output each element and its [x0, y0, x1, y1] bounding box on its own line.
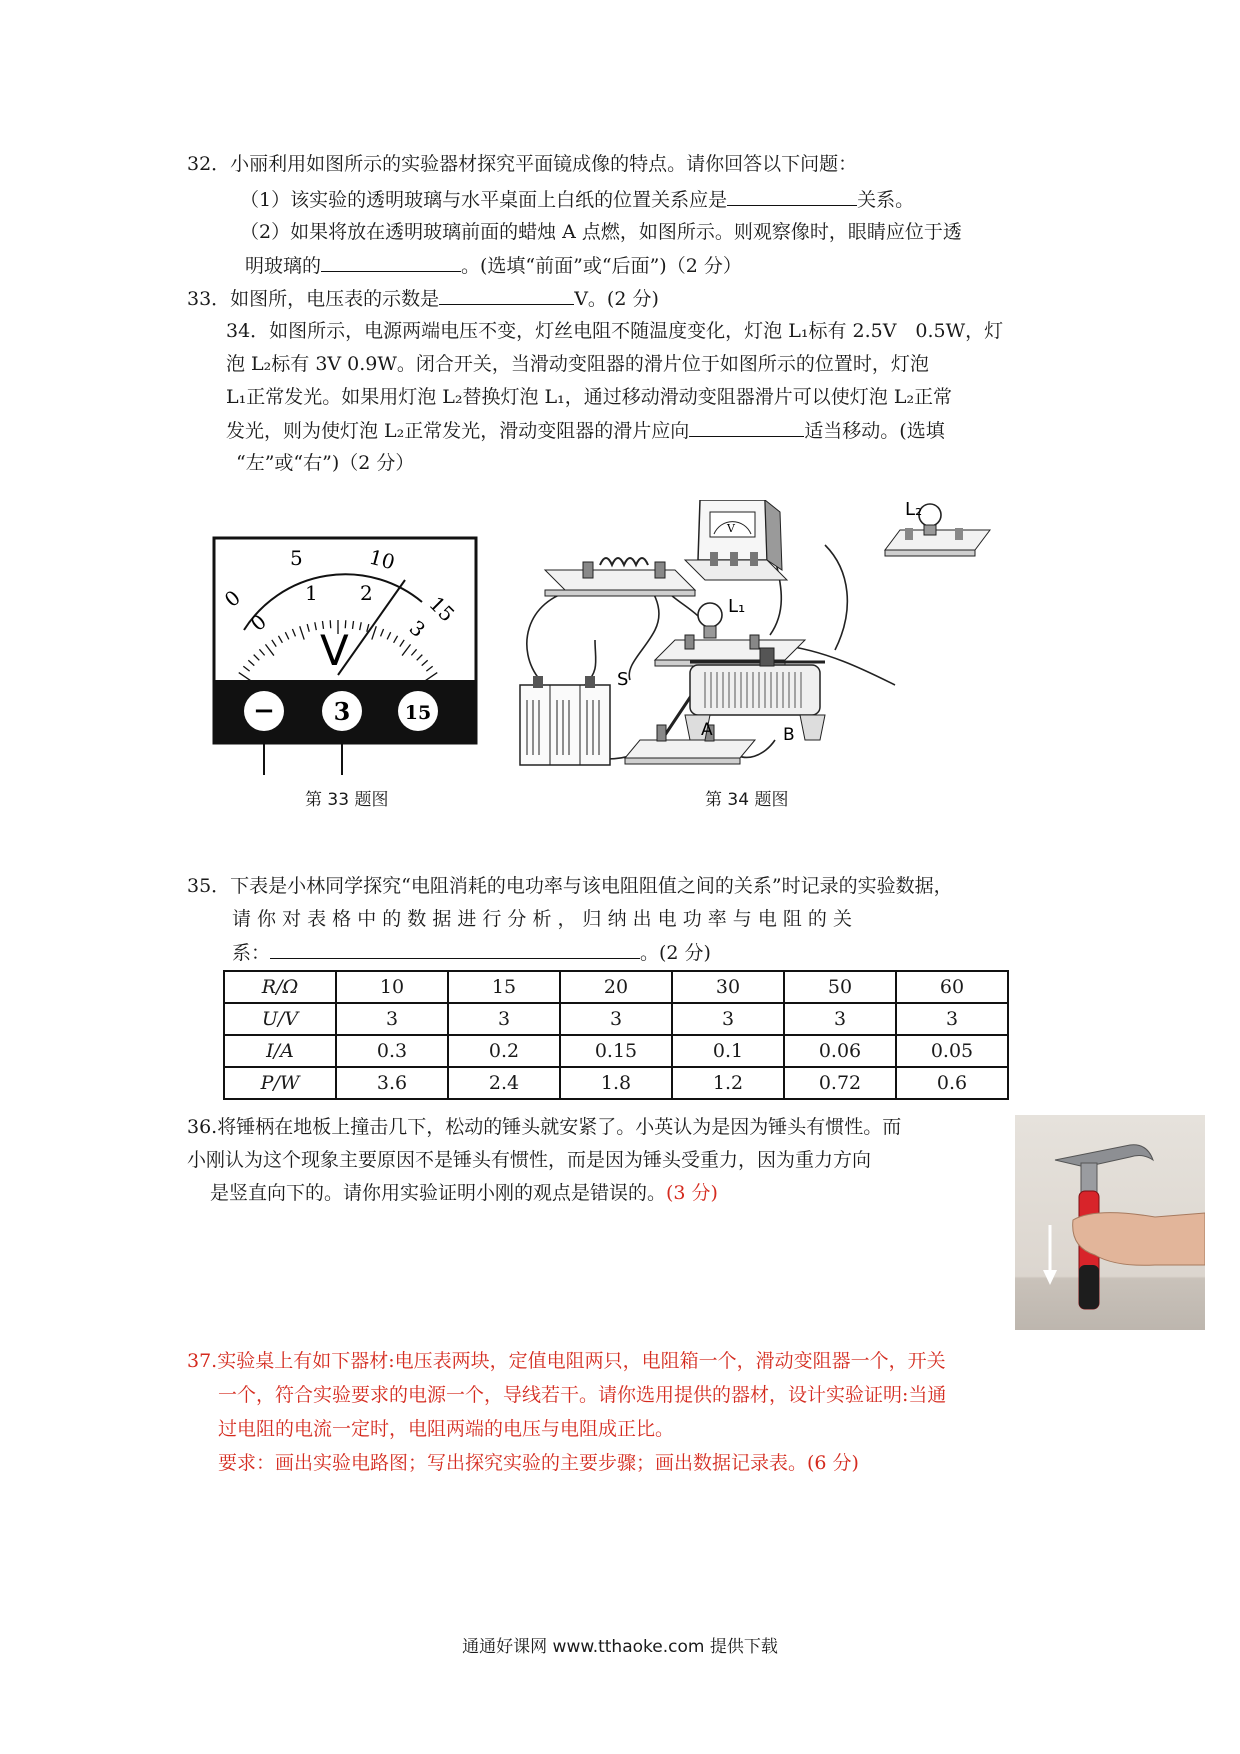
table-row — [224, 1067, 1008, 1099]
fig33-caption: 第 33 题图 — [305, 790, 389, 810]
table-cell: 0.6 — [896, 1067, 1008, 1099]
table-cell: 15 — [448, 971, 560, 1003]
battery — [520, 676, 610, 765]
q37-line-3: 过电阻的电流一定时，电阻两端的电压与电阻成正比。 — [218, 1418, 675, 1440]
rheostat-a-label: A — [701, 720, 713, 740]
bench-voltmeter-label: V — [727, 522, 735, 535]
q34-suffix: 适当移动。(选填 — [804, 420, 945, 442]
q36-line-2: 小刚认为这个现象主要原因不是锤头有惯性，而是因为锤头受重力，因为重力方向 — [187, 1149, 872, 1171]
table-cell: 60 — [896, 971, 1008, 1003]
table-cell: 0.1 — [672, 1035, 784, 1067]
table-cell: 50 — [784, 971, 896, 1003]
terminal-3-label: 3 — [333, 697, 351, 726]
page-footer: 通通好课网 www.tthaoke.com 提供下载 — [462, 1637, 778, 1657]
q32-answer-blank-2[interactable] — [321, 251, 461, 272]
q32-part1-text: （1）该实验的透明玻璃与水平桌面上白纸的位置关系应是 — [240, 189, 728, 211]
q34-line-4 — [226, 416, 945, 445]
q33-text: 33．如图所，电压表的示数是 — [187, 288, 440, 310]
hammer-photo — [1015, 1115, 1205, 1330]
q34-line-2: 泡 L₂标有 3V 0.9W。闭合开关，当滑动变阻器的滑片位于如图所示的位置时，灯泡 — [226, 353, 929, 375]
switch-label: S — [617, 669, 629, 690]
table-cell: 1.8 — [560, 1067, 672, 1099]
unit-label: V — [320, 626, 349, 675]
table-cell: P/W — [224, 1067, 336, 1099]
q34-line-5: “左”或“右”)（2 分） — [236, 452, 415, 474]
table-cell: 3 — [672, 1003, 784, 1035]
table-cell: 0.05 — [896, 1035, 1008, 1067]
q34-line-3: L₁正常发光。如果用灯泡 L₂替换灯泡 L₁，通过移动滑动变阻器滑片可以使灯泡 L₂正常 — [226, 386, 953, 408]
lamp-l1-label: L₁ — [728, 596, 746, 617]
scale-bottom-0: 0 — [245, 609, 271, 636]
terminal-negative-label: − — [253, 696, 275, 726]
bench-voltmeter — [685, 500, 787, 580]
scale-top-15: 15 — [424, 591, 460, 627]
q33-answer-blank[interactable] — [439, 284, 574, 305]
terminal-15-label: 15 — [404, 702, 432, 724]
table-cell: 1.2 — [672, 1067, 784, 1099]
coil-component — [545, 558, 695, 596]
scale-bottom-1: 1 — [305, 581, 318, 605]
table-cell: R/Ω — [224, 971, 336, 1003]
q32-intro: 32．小丽利用如图所示的实验器材探究平面镜成像的特点。请你回答以下问题： — [187, 153, 858, 175]
q33-suffix: V。(2 分) — [574, 288, 659, 310]
rheostat-b-label: B — [783, 725, 795, 745]
lamp-l2-label: L₂ — [905, 500, 923, 520]
table-cell: 3 — [896, 1003, 1008, 1035]
scale-top-10: 10 — [366, 544, 398, 575]
table-cell: 3 — [448, 1003, 560, 1035]
q37-line-4: 要求：画出实验电路图；写出探究实验的主要步骤；画出数据记录表。(6 分) — [218, 1452, 859, 1474]
table-cell: 3 — [336, 1003, 448, 1035]
table-cell: 0.06 — [784, 1035, 896, 1067]
q35-answer-blank[interactable] — [270, 938, 640, 959]
table-row — [224, 971, 1008, 1003]
q35-line-2: 请 你 对 表 格 中 的 数 据 进 行 分 析 ， 归 纳 出 电 功 率 与 电 阻 的 关 — [232, 908, 852, 930]
table-cell: 3.6 — [336, 1067, 448, 1099]
table-cell: I/A — [224, 1035, 336, 1067]
q35-data-table — [223, 970, 1009, 1100]
table-cell: 0.2 — [448, 1035, 560, 1067]
q33-line — [187, 284, 659, 313]
table-cell: 0.72 — [784, 1067, 896, 1099]
table-row — [224, 1003, 1008, 1035]
scale-top-5: 5 — [290, 546, 303, 570]
q35-line-1: 35．下表是小林同学探究“电阻消耗的电功率与该电阻阻值之间的关系”时记录的实验数据， — [187, 875, 953, 897]
table-cell: 3 — [784, 1003, 896, 1035]
table-cell: 0.15 — [560, 1035, 672, 1067]
q35-line-3 — [232, 938, 711, 967]
table-cell: 10 — [336, 971, 448, 1003]
q32-part1-suffix: 关系。 — [857, 189, 915, 211]
rheostat — [685, 648, 825, 745]
scale-bottom-3: 3 — [404, 615, 430, 643]
table-cell: U/V — [224, 1003, 336, 1035]
q34-line-1: 34．如图所示，电源两端电压不变，灯丝电阻不随温度变化，灯泡 L₁标有 2.5V 0.5W，灯 — [226, 320, 1004, 342]
q35-text: 系： — [232, 942, 271, 964]
q35-suffix: 。(2 分) — [640, 942, 711, 964]
q32-answer-blank-1[interactable] — [727, 185, 857, 206]
q37-line-1: 37.实验桌上有如下器材:电压表两块，定值电阻两只，电阻箱一个，滑动变阻器一个，开关 — [187, 1350, 946, 1372]
voltmeter-figure — [210, 530, 480, 780]
scale-bottom-2: 2 — [360, 581, 373, 605]
circuit-figure — [505, 500, 1005, 770]
lamp-l1 — [655, 596, 805, 666]
table-cell: 3 — [560, 1003, 672, 1035]
q32-part2-cont — [245, 251, 742, 280]
q32-part2-suffix: 。(选填“前面”或“后面”)（2 分） — [461, 255, 742, 277]
q34-answer-blank[interactable] — [689, 416, 804, 437]
q34-text: 发光，则为使灯泡 L₂正常发光，滑动变阻器的滑片应向 — [226, 420, 690, 442]
q36-line-1: 36.将锤柄在地板上撞击几下，松动的锤头就安紧了。小英认为是因为锤头有惯性。而 — [187, 1116, 902, 1138]
q32-part2: （2）如果将放在透明玻璃前面的蜡烛 A 点燃，如图所示。则观察像时，眼睛应位于透 — [240, 221, 962, 243]
q32-part1 — [240, 185, 914, 214]
q37-line-2: 一个，符合实验要求的电源一个，导线若干。请你选用提供的器材，设计实验证明:当通 — [218, 1384, 947, 1406]
scale-top-0: 0 — [219, 585, 245, 612]
table-cell: 30 — [672, 971, 784, 1003]
lamp-l2 — [885, 500, 990, 556]
table-row — [224, 1035, 1008, 1067]
table-cell: 2.4 — [448, 1067, 560, 1099]
q36-text: 是竖直向下的。请你用实验证明小刚的观点是错误的。 — [210, 1182, 667, 1204]
table-cell: 20 — [560, 971, 672, 1003]
q36-points: (3 分) — [666, 1182, 718, 1204]
table-cell: 0.3 — [336, 1035, 448, 1067]
q36-line-3 — [210, 1179, 718, 1207]
fig34-caption: 第 34 题图 — [705, 790, 789, 810]
q32-part2-text: 明玻璃的 — [245, 255, 322, 277]
